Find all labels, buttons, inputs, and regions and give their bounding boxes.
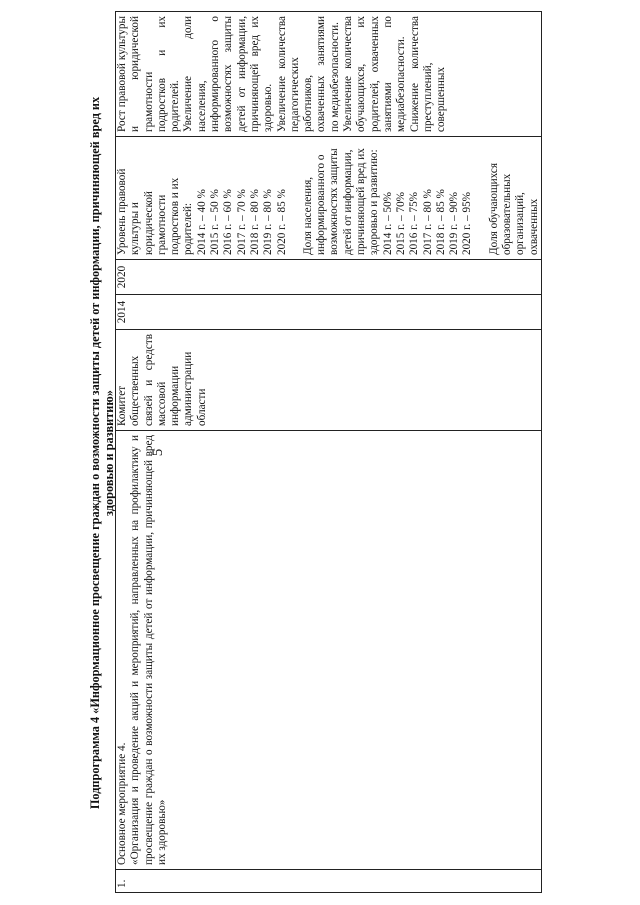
- title-line-2: здоровью и развитию»: [102, 390, 116, 516]
- indicator-line: культуры и: [129, 202, 142, 255]
- indicator-line: юридической: [142, 191, 155, 255]
- indicator-line: 2018 г. – 80 %: [248, 189, 261, 255]
- indicator-line: Уровень правовой: [116, 168, 128, 255]
- indicator-line: 2016 г. – 75%: [408, 192, 421, 255]
- indicator-line: 2019 г. – 80 %: [262, 189, 275, 255]
- executor-cell: Комитет общественных связей и средств массовой информации администрации области: [116, 330, 542, 431]
- result-paragraph: Снижение количества преступлений, совершенных: [408, 16, 448, 132]
- activity-cell: [116, 431, 542, 870]
- indicator-line: 2020 г. – 85 %: [275, 189, 288, 255]
- result-paragraph: Увеличение доли населения, информированного о возможностях защиты детей от информации, причиняющей вред их здоровью.: [182, 16, 275, 132]
- indicator-line: 2014 г. – 40 %: [195, 189, 208, 255]
- indicator-line: образовательных: [501, 173, 514, 255]
- activity-heading: Основное мероприятие 4.: [116, 742, 128, 865]
- indicator-line: родителей:: [182, 202, 195, 255]
- page-number: 5: [150, 448, 166, 457]
- activity-text: «Организация и проведение акций и мероприятий, направленных на профилактику и просвещение граждан о возможности защиты детей от информации, причиняющей вред их здоровью»: [129, 435, 168, 865]
- result-paragraph: Увеличение количества педагогических работников, охваченных занятиями по медиабезопасности.: [275, 16, 341, 132]
- table-row: [116, 12, 542, 893]
- indicator-line: здоровью и развитию:: [368, 149, 381, 255]
- indicator-line: информированного о: [315, 154, 328, 255]
- indicator-line: организаций,: [514, 192, 527, 255]
- indicator-line: подростков и их: [169, 177, 182, 255]
- indicator-line: охваченных: [527, 198, 540, 255]
- result-paragraphs: [116, 16, 448, 132]
- row-number: 1.: [116, 870, 542, 893]
- subprogram-title: [88, 13, 116, 893]
- indicator-line: причиняющей вред их: [355, 148, 368, 255]
- indicator-line: 2017 г. – 80 %: [421, 189, 434, 255]
- indicators-cell: [116, 137, 542, 260]
- indicator-line: 2014 г. – 50%: [381, 192, 394, 255]
- result-paragraph: Рост правовой культуры и юридической грамотности подростков и их родителей.: [116, 16, 182, 132]
- indicator-line: 2016 г. – 60 %: [222, 189, 235, 255]
- year-end-cell: 2020: [116, 260, 542, 295]
- indicator-line: 2015 г. – 70%: [394, 192, 407, 255]
- result-paragraph: Увеличение количества обучающихся, их родителей, охваченных занятиями по медиабезопасности.: [342, 16, 408, 132]
- indicator-line: 2015 г. – 50 %: [209, 189, 222, 255]
- indicator-lines: [116, 141, 541, 255]
- title-line-1: Подпрограмма 4 «Информационное просвещение граждан о возможности защиты детей от информации, причиняющей вред их: [88, 96, 102, 810]
- results-cell: [116, 12, 542, 137]
- indicator-line: 2017 г. – 70 %: [235, 189, 248, 255]
- indicator-line: 2020 г. – 95%: [461, 192, 474, 255]
- indicator-line: возможностях защиты: [328, 148, 341, 255]
- indicator-line: 2018 г. – 85 %: [434, 189, 447, 255]
- indicator-line: Доля обучающихся: [487, 163, 500, 255]
- indicator-line: 2019 г. – 90%: [448, 192, 461, 255]
- activities-table: [115, 11, 542, 893]
- year-start-cell: 2014: [116, 295, 542, 330]
- indicator-line: Доля населения,: [301, 176, 314, 255]
- indicator-line: грамотности: [155, 194, 168, 255]
- indicator-line: детей от информации,: [341, 149, 354, 255]
